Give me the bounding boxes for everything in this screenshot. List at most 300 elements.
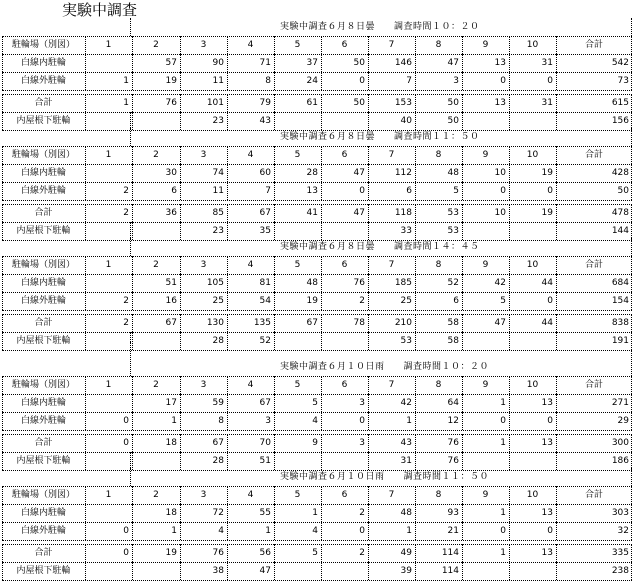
count-cell: 13 — [541, 508, 553, 518]
count-cell: 36 — [165, 208, 177, 218]
column-divider — [132, 504, 133, 522]
column-divider — [415, 376, 416, 394]
count-cell — [85, 452, 132, 470]
count-cell: 11 — [212, 76, 224, 86]
column-divider — [556, 562, 557, 580]
column-divider — [509, 562, 510, 580]
column-divider — [509, 434, 510, 452]
column-divider — [415, 522, 416, 540]
column-divider — [85, 72, 86, 90]
count-cell: 81 — [259, 278, 271, 288]
count-cell: 1 — [406, 526, 412, 536]
column-divider — [85, 256, 86, 274]
column-divider — [556, 412, 557, 430]
table-left-edge — [2, 182, 3, 200]
column-divider — [368, 36, 369, 54]
count-cell: 6 — [341, 260, 348, 270]
column-divider — [509, 182, 510, 200]
count-cell: 8 — [435, 260, 442, 270]
column-divider — [85, 486, 86, 504]
column-divider — [180, 332, 181, 350]
count-cell: 72 — [212, 508, 224, 518]
column-divider — [180, 204, 181, 222]
count-cell: 67 — [165, 318, 177, 328]
count-cell: 0 — [547, 76, 553, 86]
count-cell — [85, 394, 132, 412]
column-divider — [556, 204, 557, 222]
count-cell: 1 — [105, 490, 112, 500]
total-cell: 428 — [611, 168, 629, 178]
row-label: 白線内駐輪 — [20, 508, 66, 518]
column-divider — [509, 314, 510, 332]
column-divider — [180, 486, 181, 504]
table-left-edge — [2, 522, 3, 540]
count-cell: 101 — [206, 98, 224, 108]
column-divider — [227, 256, 228, 274]
count-cell: 1 — [265, 526, 271, 536]
count-cell: 78 — [353, 318, 365, 328]
column-divider — [415, 504, 416, 522]
column-divider — [180, 434, 181, 452]
column-divider — [556, 274, 557, 292]
column-divider — [227, 54, 228, 72]
column-divider — [132, 274, 133, 292]
row-divider — [2, 222, 632, 223]
column-divider — [227, 314, 228, 332]
count-cell: 31 — [541, 98, 553, 108]
column-divider — [132, 256, 133, 274]
row-divider — [2, 292, 632, 293]
count-cell: 47 — [353, 168, 365, 178]
total-cell: 303 — [611, 508, 629, 518]
column-divider — [180, 376, 181, 394]
table-row — [2, 314, 632, 332]
column-divider — [274, 146, 275, 164]
column-divider — [321, 274, 322, 292]
row-divider — [2, 452, 632, 453]
column-divider — [227, 504, 228, 522]
count-cell: 2 — [123, 186, 129, 196]
count-cell: 10 — [526, 380, 539, 390]
count-cell: 114 — [441, 566, 459, 576]
row-label: 駐輪場（別図） — [11, 380, 75, 390]
count-cell: 4 — [247, 150, 254, 160]
column-divider — [556, 94, 557, 112]
column-divider — [415, 292, 416, 310]
count-cell: 47 — [353, 208, 365, 218]
column-divider — [556, 256, 557, 274]
row-label: 駐輪場（別図） — [11, 490, 75, 500]
column-divider — [509, 522, 510, 540]
count-cell: 1 — [500, 438, 506, 448]
count-cell — [85, 112, 132, 130]
table-left-edge — [2, 204, 3, 222]
column-divider — [368, 94, 369, 112]
column-divider — [227, 182, 228, 200]
count-cell: 42 — [494, 278, 506, 288]
count-cell: 7 — [388, 380, 395, 390]
count-cell: 41 — [306, 208, 318, 218]
column-divider — [462, 164, 463, 182]
total-cell: 合計 — [584, 490, 603, 500]
count-cell: 0 — [359, 526, 365, 536]
count-cell: 5 — [453, 186, 459, 196]
total-cell: 合計 — [584, 150, 603, 160]
column-divider — [556, 146, 557, 164]
count-cell: 105 — [206, 278, 224, 288]
count-cell: 1 — [123, 98, 129, 108]
column-divider — [274, 314, 275, 332]
count-cell: 0 — [123, 548, 129, 558]
column-divider — [368, 434, 369, 452]
count-cell — [85, 54, 132, 72]
column-divider — [509, 332, 510, 350]
column-divider — [85, 54, 86, 72]
count-cell: 1 — [105, 260, 112, 270]
count-cell: 7 — [388, 490, 395, 500]
table-left-edge — [2, 146, 3, 164]
gap-divider — [130, 128, 131, 146]
column-divider — [509, 376, 510, 394]
row-label: 内屋根下駐輪 — [16, 226, 71, 236]
column-divider — [509, 204, 510, 222]
table-left-edge — [2, 486, 3, 504]
column-divider — [180, 164, 181, 182]
row-divider — [2, 36, 632, 37]
column-divider — [132, 36, 133, 54]
row-label: 駐輪場（別図） — [11, 260, 75, 270]
column-divider — [227, 222, 228, 240]
count-cell: 50 — [353, 58, 365, 68]
column-divider — [274, 112, 275, 130]
count-cell: 28 — [212, 456, 224, 466]
total-cell: 合計 — [584, 380, 603, 390]
count-cell: 30 — [165, 168, 177, 178]
column-divider — [85, 112, 86, 130]
column-divider — [321, 522, 322, 540]
count-cell: 6 — [341, 40, 348, 50]
count-cell — [321, 332, 368, 350]
count-cell: 130 — [206, 318, 224, 328]
count-cell — [321, 562, 368, 580]
column-divider — [321, 292, 322, 310]
column-divider — [321, 394, 322, 412]
count-cell: 12 — [447, 416, 459, 426]
column-divider — [180, 522, 181, 540]
column-divider — [274, 376, 275, 394]
column-divider — [274, 562, 275, 580]
total-cell: 838 — [611, 318, 629, 328]
count-cell — [85, 504, 132, 522]
column-divider — [227, 434, 228, 452]
count-cell — [132, 112, 180, 130]
count-cell: 76 — [165, 98, 177, 108]
column-divider — [462, 486, 463, 504]
count-cell: 50 — [447, 116, 459, 126]
row-divider — [2, 200, 632, 201]
total-cell: 29 — [617, 416, 629, 426]
count-cell: 51 — [165, 278, 177, 288]
column-divider — [321, 434, 322, 452]
gap-divider — [130, 452, 131, 468]
count-cell: 8 — [435, 490, 442, 500]
row-divider — [2, 412, 632, 413]
count-cell — [509, 332, 556, 350]
gap-divider — [130, 342, 131, 358]
column-divider — [180, 504, 181, 522]
table-row — [2, 412, 632, 430]
column-divider — [462, 182, 463, 200]
column-divider — [415, 72, 416, 90]
row-divider — [2, 562, 632, 563]
count-cell: 112 — [394, 168, 412, 178]
count-cell: 135 — [253, 318, 271, 328]
count-cell: 8 — [218, 416, 224, 426]
section-caption: 実験中調査６月８日曇 調査時間１４：４５ — [280, 242, 480, 252]
column-divider — [462, 504, 463, 522]
count-cell: 1 — [123, 76, 129, 86]
column-divider — [180, 222, 181, 240]
column-divider — [368, 486, 369, 504]
total-cell: 478 — [611, 208, 629, 218]
table-row — [2, 562, 632, 580]
column-divider — [462, 434, 463, 452]
total-cell: 50 — [617, 186, 629, 196]
column-divider — [556, 394, 557, 412]
count-cell: 10 — [494, 208, 506, 218]
column-divider — [415, 94, 416, 112]
count-cell: 2 — [153, 150, 159, 160]
count-cell: 1 — [105, 40, 112, 50]
table-row — [2, 274, 632, 292]
column-divider — [85, 434, 86, 452]
column-divider — [368, 504, 369, 522]
column-divider — [274, 486, 275, 504]
table-row — [2, 292, 632, 310]
count-cell: 57 — [165, 58, 177, 68]
column-divider — [274, 412, 275, 430]
column-divider — [415, 54, 416, 72]
count-cell: 76 — [212, 548, 224, 558]
column-divider — [85, 452, 86, 470]
row-divider — [2, 256, 632, 257]
column-divider — [85, 522, 86, 540]
count-cell: 3 — [359, 398, 365, 408]
count-cell: 10 — [494, 168, 506, 178]
column-divider — [509, 292, 510, 310]
count-cell: 5 — [312, 398, 318, 408]
table-left-edge — [2, 94, 3, 112]
row-divider — [2, 72, 632, 73]
column-divider — [415, 332, 416, 350]
column-divider — [415, 486, 416, 504]
column-divider — [509, 36, 510, 54]
column-divider — [321, 332, 322, 350]
column-divider — [321, 164, 322, 182]
column-divider — [274, 434, 275, 452]
column-divider — [321, 182, 322, 200]
column-divider — [132, 376, 133, 394]
count-cell: 23 — [212, 116, 224, 126]
count-cell: 53 — [400, 336, 412, 346]
count-cell: 1 — [406, 416, 412, 426]
count-cell: 13 — [494, 58, 506, 68]
table-row — [2, 376, 632, 394]
row-label: 合計 — [34, 318, 53, 328]
column-divider — [132, 314, 133, 332]
column-divider — [462, 332, 463, 350]
count-cell: 0 — [547, 296, 553, 306]
gap-divider — [130, 468, 131, 486]
column-divider — [368, 204, 369, 222]
row-divider — [2, 90, 632, 91]
count-cell: 58 — [447, 318, 459, 328]
column-divider — [368, 412, 369, 430]
column-divider — [368, 376, 369, 394]
row-divider — [2, 376, 632, 377]
column-divider — [368, 314, 369, 332]
column-divider — [462, 256, 463, 274]
count-cell: 44 — [541, 278, 553, 288]
count-cell: 24 — [306, 76, 318, 86]
table-row — [2, 182, 632, 200]
column-divider — [462, 274, 463, 292]
column-divider — [227, 332, 228, 350]
table-row — [2, 486, 632, 504]
column-divider — [132, 222, 133, 240]
column-divider — [509, 486, 510, 504]
column-divider — [415, 182, 416, 200]
count-cell: 54 — [259, 296, 271, 306]
count-cell: 3 — [359, 438, 365, 448]
count-cell: 48 — [306, 278, 318, 288]
count-cell: 2 — [153, 260, 159, 270]
column-divider — [368, 274, 369, 292]
column-divider — [227, 522, 228, 540]
table-row — [2, 332, 632, 350]
count-cell: 76 — [447, 456, 459, 466]
count-cell: 4 — [218, 526, 224, 536]
count-cell: 17 — [165, 398, 177, 408]
count-cell: 2 — [153, 490, 159, 500]
column-divider — [85, 314, 86, 332]
column-divider — [132, 292, 133, 310]
column-divider — [227, 94, 228, 112]
column-divider — [274, 164, 275, 182]
column-divider — [132, 486, 133, 504]
column-divider — [368, 164, 369, 182]
table-left-edge — [2, 394, 3, 412]
column-divider — [180, 36, 181, 54]
column-divider — [321, 204, 322, 222]
column-divider — [180, 54, 181, 72]
column-divider — [509, 94, 510, 112]
column-divider — [368, 54, 369, 72]
count-cell: 18 — [165, 438, 177, 448]
column-divider — [415, 412, 416, 430]
count-cell: 0 — [547, 526, 553, 536]
column-divider — [85, 394, 86, 412]
column-divider — [227, 292, 228, 310]
count-cell: 16 — [165, 296, 177, 306]
count-cell: 13 — [541, 548, 553, 558]
column-divider — [274, 292, 275, 310]
column-divider — [227, 72, 228, 90]
count-cell: 13 — [541, 398, 553, 408]
count-cell: 185 — [394, 278, 412, 288]
column-divider — [132, 562, 133, 580]
row-label: 白線内駐輪 — [20, 58, 66, 68]
column-divider — [509, 164, 510, 182]
count-cell: 51 — [259, 456, 271, 466]
column-divider — [556, 376, 557, 394]
row-label: 内屋根下駐輪 — [16, 456, 71, 466]
column-divider — [321, 376, 322, 394]
total-cell: 合計 — [584, 260, 603, 270]
count-cell: 79 — [259, 98, 271, 108]
row-divider — [2, 54, 632, 55]
column-divider — [85, 94, 86, 112]
column-divider — [132, 182, 133, 200]
count-cell: 67 — [259, 398, 271, 408]
count-cell: 0 — [123, 416, 129, 426]
column-divider — [180, 256, 181, 274]
total-cell: 191 — [611, 336, 629, 346]
row-label: 内屋根下駐輪 — [16, 566, 71, 576]
column-divider — [462, 54, 463, 72]
column-divider — [462, 412, 463, 430]
total-cell: 300 — [611, 438, 629, 448]
row-label: 合計 — [34, 208, 53, 218]
count-cell: 67 — [306, 318, 318, 328]
count-cell: 3 — [200, 40, 207, 50]
column-divider — [274, 222, 275, 240]
column-divider — [274, 36, 275, 54]
count-cell: 9 — [482, 40, 489, 50]
count-cell: 0 — [359, 76, 365, 86]
count-cell: 48 — [447, 168, 459, 178]
count-cell: 90 — [212, 58, 224, 68]
column-divider — [85, 164, 86, 182]
count-cell: 8 — [435, 380, 442, 390]
row-divider — [2, 504, 632, 505]
column-divider — [415, 562, 416, 580]
count-cell: 67 — [212, 438, 224, 448]
count-cell: 6 — [171, 186, 177, 196]
column-divider — [321, 314, 322, 332]
column-divider — [274, 54, 275, 72]
column-divider — [321, 562, 322, 580]
count-cell: 19 — [541, 168, 553, 178]
count-cell: 7 — [388, 260, 395, 270]
count-cell: 1 — [171, 526, 177, 536]
count-cell — [132, 562, 180, 580]
row-divider — [2, 112, 632, 113]
count-cell: 28 — [212, 336, 224, 346]
row-divider — [2, 274, 632, 275]
count-cell: 59 — [212, 398, 224, 408]
column-divider — [368, 394, 369, 412]
count-cell: 0 — [500, 416, 506, 426]
count-cell: 0 — [123, 438, 129, 448]
column-divider — [132, 94, 133, 112]
count-cell: 43 — [259, 116, 271, 126]
count-cell: 1 — [105, 380, 112, 390]
count-cell: 33 — [400, 226, 412, 236]
row-divider — [2, 164, 632, 165]
count-cell — [132, 332, 180, 350]
count-cell: 48 — [400, 508, 412, 518]
